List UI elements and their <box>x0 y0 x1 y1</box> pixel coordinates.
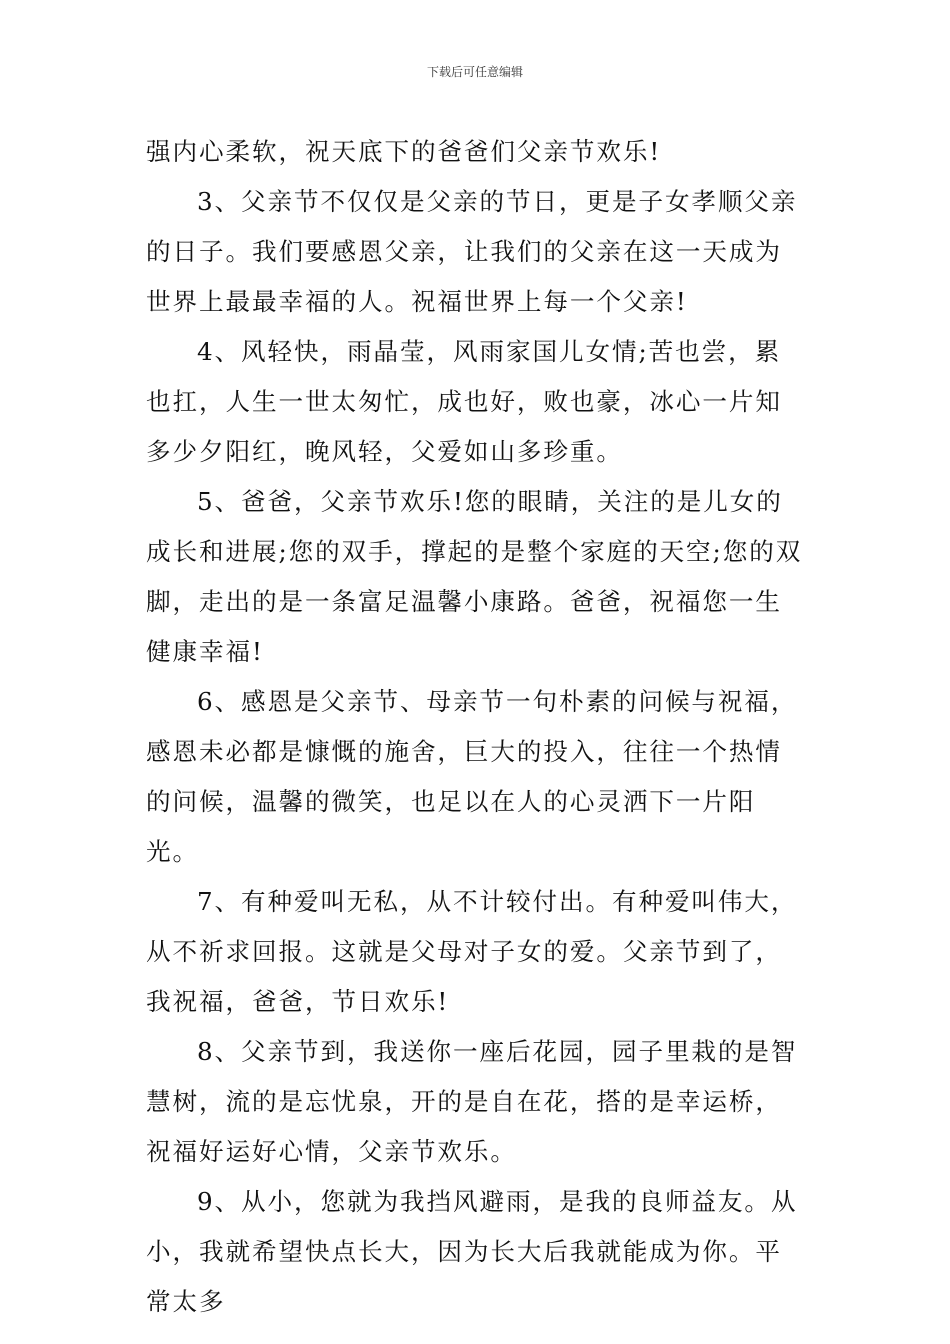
document-body <box>146 127 806 1327</box>
page-header: 下载后可任意编辑 <box>426 65 523 79</box>
paragraph-continued: 强内心柔软，祝天底下的爸爸们父亲节欢乐! <box>146 137 662 166</box>
paragraph-4: 4、风轻快，雨晶莹，风雨家国儿女情;苦也尝，累也扛，人生一世太匆忙，成也好，败也豪，冰心一片知多少夕阳红，晚风轻，父爱如山多珍重。 <box>146 337 782 466</box>
paragraph-7: 7、有种爱叫无私，从不计较付出。有种爱叫伟大，从不祈求回报。这就是父母对子女的爱。父亲节到了，我祝福，爸爸，节日欢乐! <box>146 887 798 1016</box>
paragraph-5: 5、爸爸，父亲节欢乐!您的眼睛，关注的是儿女的成长和进展;您的双手，撑起的是整个家庭的天空;您的双脚，走出的是一条富足温馨小康路。爸爸，祝福您一生健康幸福! <box>146 487 803 666</box>
paragraph-8: 8、父亲节到，我送你一座后花园，园子里栽的是智慧树，流的是忘忧泉，开的是自在花，搭的是幸运桥，祝福好运好心情，父亲节欢乐。 <box>146 1037 798 1166</box>
paragraph-3: 3、父亲节不仅仅是父亲的节日，更是子女孝顺父亲的日子。我们要感恩父亲，让我们的父亲在这一天成为世界上最最幸福的人。祝福世界上每一个父亲! <box>146 187 798 316</box>
paragraph-6: 6、感恩是父亲节、母亲节一句朴素的问候与祝福，感恩未必都是慷慨的施舍，巨大的投入，往往一个热情的问候，温馨的微笑，也足以在人的心灵洒下一片阳光。 <box>146 687 798 866</box>
paragraph-9: 9、从小，您就为我挡风避雨，是我的良师益友。从小，我就希望快点长大，因为长大后我就能成为你。平常太多 <box>146 1187 798 1316</box>
